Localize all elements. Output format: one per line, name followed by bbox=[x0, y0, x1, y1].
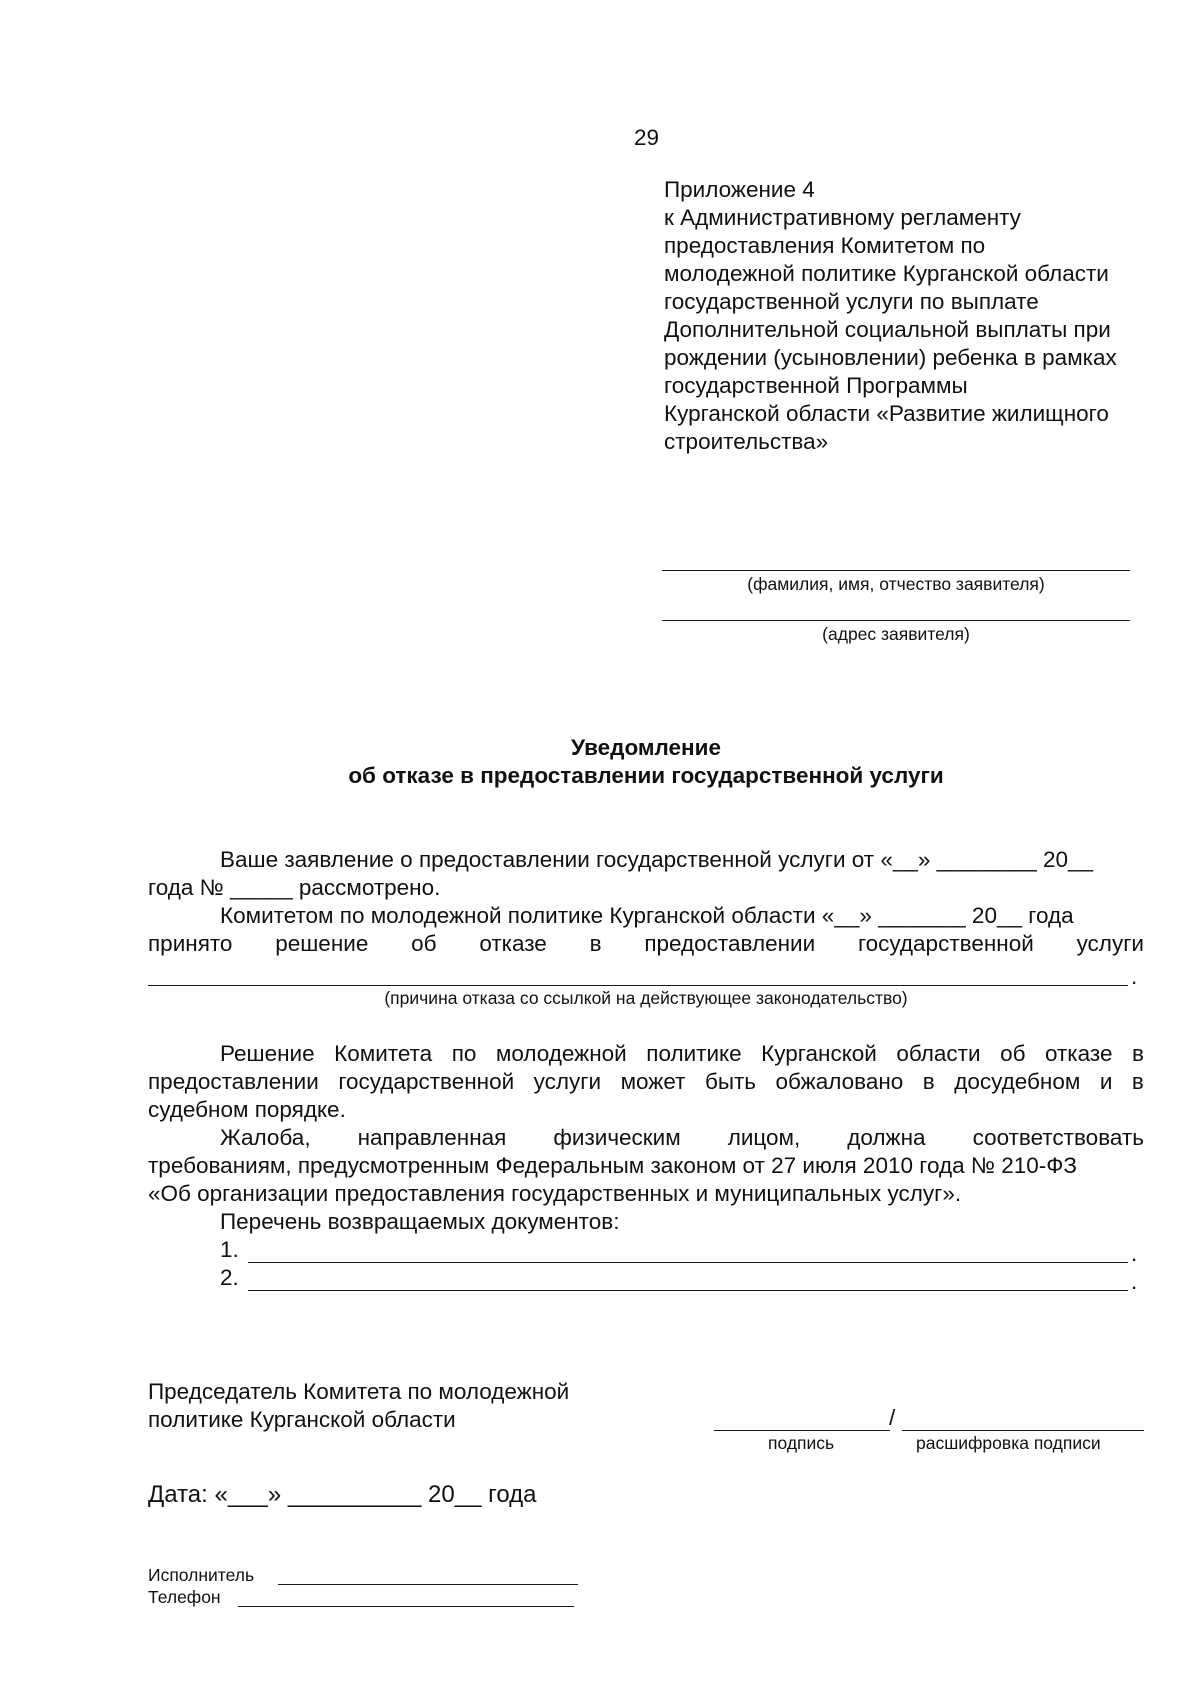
body-p1-line1: Ваше заявление о предоставлении государственной услуги от «__» ________ 20__ bbox=[220, 847, 1094, 872]
returned-doc-1-period: . bbox=[1131, 1241, 1138, 1266]
body-p4-line3: «Об организации предоставления государственных и муниципальных услуг». bbox=[148, 1181, 962, 1206]
body-p4-line1 bbox=[220, 1124, 1144, 1152]
word: государственной bbox=[857, 931, 1034, 956]
applicant-name-line[interactable] bbox=[662, 570, 1130, 571]
signature-decode-line[interactable] bbox=[902, 1430, 1144, 1431]
word: предоставлении bbox=[148, 1069, 319, 1094]
word: обжаловано bbox=[775, 1069, 904, 1094]
date-field[interactable]: Дата: «___» __________ 20__ года bbox=[148, 1481, 537, 1508]
word: молодежной bbox=[495, 1041, 627, 1066]
body-p4-line2: требованиям, предусмотренным Федеральным законом от 27 июля 2010 года № 210-ФЗ bbox=[148, 1153, 1077, 1178]
phone-label: Телефон bbox=[148, 1587, 221, 1607]
refusal-reason-caption: (причина отказа со ссылкой на действующее законодательство) bbox=[384, 988, 908, 1008]
applicant-address-caption: (адрес заявителя) bbox=[822, 624, 970, 644]
returned-docs-heading: Перечень возвращаемых документов: bbox=[220, 1209, 620, 1234]
word: решение bbox=[275, 931, 369, 956]
applicant-name-caption: (фамилия, имя, отчество заявителя) bbox=[747, 574, 1045, 594]
word: по bbox=[451, 1041, 477, 1066]
chairman-position-line1: Председатель Комитета по молодежной bbox=[148, 1379, 570, 1404]
signature-slash: / bbox=[889, 1405, 896, 1430]
signature-decode-caption: расшифровка подписи bbox=[916, 1433, 1101, 1453]
word: отказе bbox=[479, 931, 547, 956]
returned-doc-1-number: 1. bbox=[220, 1237, 239, 1262]
body-p3-line2 bbox=[148, 1068, 1144, 1096]
appendix-line: Дополнительной социальной выплаты при bbox=[664, 317, 1111, 342]
appendix-line: государственной Программы bbox=[664, 373, 968, 398]
word: отказе bbox=[1044, 1041, 1113, 1066]
page-number: 29 bbox=[634, 125, 660, 150]
word: в bbox=[589, 931, 602, 956]
chairman-position-line2: политике Курганской области bbox=[148, 1407, 456, 1432]
body-p2-line2 bbox=[148, 930, 1144, 958]
document-subtitle: об отказе в предоставлении государственной услуги bbox=[348, 763, 944, 788]
word: и bbox=[1099, 1069, 1113, 1094]
word: государственной bbox=[338, 1069, 515, 1094]
word: в bbox=[1131, 1069, 1144, 1094]
word: быть bbox=[704, 1069, 757, 1094]
word: физическим bbox=[553, 1125, 681, 1150]
applicant-address-line[interactable] bbox=[662, 620, 1130, 621]
appendix-block bbox=[664, 176, 1117, 456]
word: должна bbox=[847, 1125, 926, 1150]
appendix-line: молодежной политике Курганской области bbox=[664, 261, 1109, 286]
signature-line[interactable] bbox=[714, 1430, 890, 1431]
word: лицом, bbox=[727, 1125, 801, 1150]
appendix-line: государственной услуги по выплате bbox=[664, 289, 1039, 314]
word: предоставлении bbox=[644, 931, 816, 956]
word: в bbox=[922, 1069, 935, 1094]
word: принято bbox=[148, 931, 233, 956]
body-p3-line1 bbox=[220, 1040, 1144, 1068]
body-p2-line1: Комитетом по молодежной политике Курганской области «__» _______ 20__ года bbox=[220, 903, 1074, 928]
returned-doc-2-line[interactable] bbox=[248, 1290, 1128, 1291]
word: об bbox=[1000, 1041, 1026, 1066]
appendix-line: к Административному регламенту bbox=[664, 205, 1021, 230]
signature-caption: подпись bbox=[768, 1433, 835, 1453]
word: услуги bbox=[533, 1069, 602, 1094]
appendix-line: Приложение 4 bbox=[664, 177, 815, 202]
word: направленная bbox=[357, 1125, 507, 1150]
word: Решение bbox=[220, 1041, 315, 1066]
word: Жалоба, bbox=[220, 1125, 311, 1150]
executor-line[interactable] bbox=[278, 1584, 578, 1585]
word: может bbox=[620, 1069, 686, 1094]
word: в bbox=[1132, 1041, 1144, 1066]
word: области bbox=[896, 1041, 981, 1066]
word: Комитета bbox=[334, 1041, 433, 1066]
word: Курганской bbox=[761, 1041, 877, 1066]
word: услуги bbox=[1076, 931, 1144, 956]
returned-doc-2-number: 2. bbox=[220, 1265, 239, 1290]
body-p1-line2: года № _____ рассмотрено. bbox=[148, 875, 441, 900]
appendix-line: Курганской области «Развитие жилищного bbox=[664, 401, 1109, 426]
appendix-line: строительства» bbox=[664, 429, 829, 454]
word: соответствовать bbox=[972, 1125, 1144, 1150]
refusal-reason-line[interactable] bbox=[148, 985, 1128, 986]
word: об bbox=[411, 931, 437, 956]
document-title: Уведомление bbox=[570, 735, 721, 760]
phone-line[interactable] bbox=[238, 1606, 574, 1607]
appendix-line: предоставления Комитетом по bbox=[664, 233, 986, 258]
returned-doc-2-period: . bbox=[1131, 1269, 1138, 1294]
word: досудебном bbox=[954, 1069, 1081, 1094]
appendix-line: рождении (усыновлении) ребенка в рамках bbox=[664, 345, 1117, 370]
executor-label: Исполнитель bbox=[148, 1565, 255, 1585]
refusal-reason-period: . bbox=[1131, 964, 1138, 989]
word: политике bbox=[646, 1041, 742, 1066]
returned-doc-1-line[interactable] bbox=[248, 1262, 1128, 1263]
body-p3-line3: судебном порядке. bbox=[148, 1097, 346, 1122]
